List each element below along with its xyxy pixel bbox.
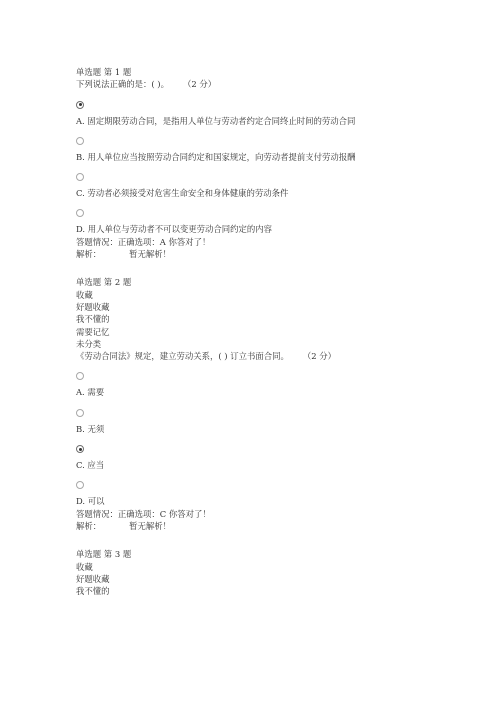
option-label-a: A. 固定期限劳动合同，是指用人单位与劳动者约定合同终止时间的劳动合同 [76,115,356,126]
option-label-c: C. 应当 [76,460,105,471]
radio-unchecked-icon[interactable] [76,409,84,417]
quiz-page [76,66,476,597]
option-label-b: B. 无须 [76,423,105,434]
tag-link[interactable]: 好题收藏 [76,573,110,584]
analysis-text: 暂无解析！ [129,249,171,260]
option-label-b: B. 用人单位应当按照劳动合同约定和国家规定，向劳动者提前支付劳动报酬 [76,151,356,162]
radio-checked-icon[interactable] [76,101,84,109]
question-header: 单选题 第 2 题 [76,277,132,288]
analysis-label: 解析： [76,249,102,260]
option-label-a: A. 需要 [76,387,105,398]
question-stem-row [76,350,476,362]
question-stem: 下列说法正确的是：( )。 [76,79,169,90]
tag-link[interactable]: 我不懂的 [76,586,110,597]
option-radio-d[interactable] [76,477,476,495]
option-radio-a[interactable] [76,97,476,115]
answer-status: 答题情况：正确选项：A 你答对了！ [76,236,211,247]
radio-unchecked-icon[interactable] [76,481,84,489]
radio-checked-icon[interactable] [76,445,84,453]
question-stem-row [76,78,476,90]
radio-unchecked-icon[interactable] [76,173,84,181]
question-header: 单选题 第 1 题 [76,67,132,77]
tag-link[interactable]: 收藏 [76,561,93,572]
radio-unchecked-icon[interactable] [76,209,84,217]
question-header: 单选题 第 3 题 [76,549,132,560]
analysis-label: 解析： [76,520,102,531]
radio-unchecked-icon[interactable] [76,372,84,380]
analysis-row [76,248,476,260]
question-3 [76,548,476,597]
analysis-text: 暂无解析！ [129,520,171,531]
option-radio-b[interactable] [76,133,476,151]
tag-link[interactable]: 未分类 [76,338,102,349]
option-label-d: D. 可以 [76,496,105,507]
option-label-c: C. 劳动者必须接受对危害生命安全和身体健康的劳动条件 [76,188,289,199]
tag-link[interactable]: 需要记忆 [76,326,110,337]
radio-unchecked-icon[interactable] [76,137,84,145]
question-stem: 《劳动合同法》规定，建立劳动关系，( ) 订立书面合同。 [76,351,289,362]
answer-status: 答题情况：正确选项：C 你答对了！ [76,508,211,519]
tag-link[interactable]: 收藏 [76,289,93,300]
question-score: （2 分） [302,351,336,362]
question-2 [76,276,476,532]
option-radio-c[interactable] [76,441,476,459]
option-radio-d[interactable] [76,205,476,223]
option-radio-a[interactable] [76,368,476,386]
tag-link[interactable]: 我不懂的 [76,314,110,325]
analysis-row [76,520,476,532]
option-label-d: D. 用人单位与劳动者不可以变更劳动合同约定的内容 [76,224,272,235]
question-1 [76,66,476,260]
question-score: （2 分） [182,79,217,90]
tag-link[interactable]: 好题收藏 [76,301,110,312]
option-radio-b[interactable] [76,405,476,423]
option-radio-c[interactable] [76,169,476,187]
